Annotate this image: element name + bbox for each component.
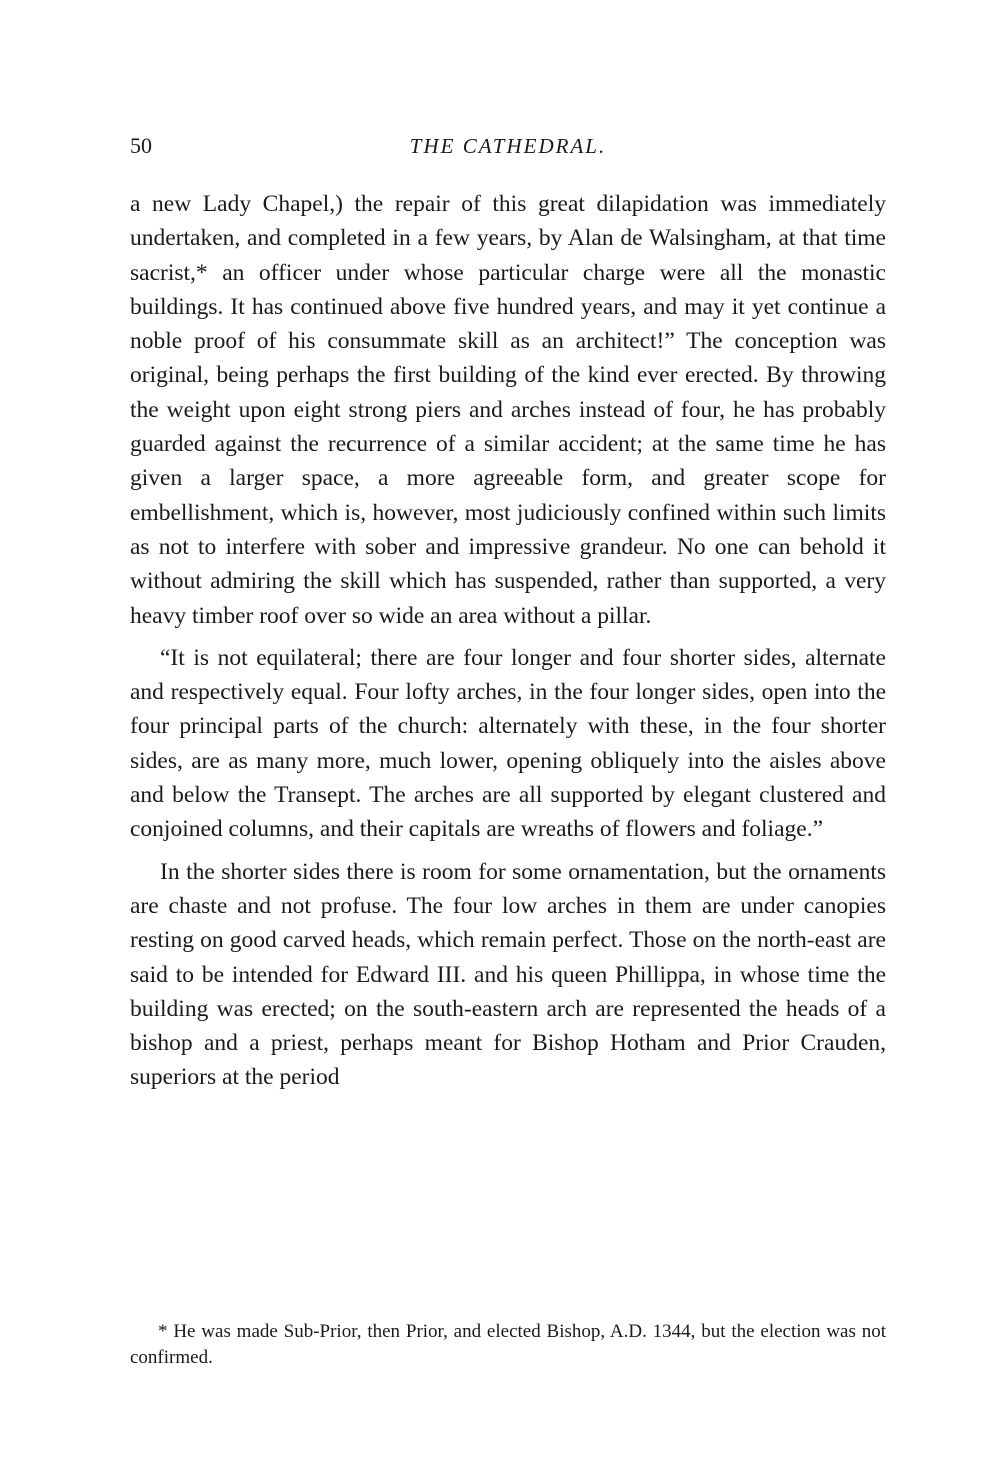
paragraph-quotation: “It is not equilateral; there are four longer and four shorter sides, alternate and respectively equal. Four lofty arches, in the four longer sides, open into the four principal parts of the church: alternately with these, in the four shorter sides, are as many more, much lower, opening obliquely into the aisles above and below the Transept. The arches are all supported by elegant clustered and conjoined columns, and their capitals are wreaths of flowers and foliage.” — [130, 644, 886, 843]
footnote-text: * He was made Sub-Prior, then Prior, and elected Bishop, A.D. 1344, but the election was not confirmed. — [130, 1321, 886, 1368]
paragraph-ornamentation: In the shorter sides there is room for some ornamentation, but the ornaments are chaste and not profuse. The four low arches in them are under canopies resting on good carved heads, which remain perfect. Those on the north-east are said to be intended for Edward III. and his queen Phillippa, in whose time the building was erected; on the south-eastern arch are represented the heads of a bishop and a priest, perhaps meant for Bishop Hotham and Prior Crauden, superiors at the period — [130, 858, 886, 1091]
footnote — [130, 1319, 886, 1371]
running-title: THE CATHEDRAL. — [409, 134, 607, 158]
paragraph-continuation: a new Lady Chapel,) the repair of this great dilapidation was immediately undertaken, and completed in a few years, by Alan de Walsingham, at that time sacrist,* an officer under whose particular charge were all the monastic buildings. It has continued above five hundred years, and may it yet continue a noble proof of his consummate skill as an architect!” The conception was original, being perhaps the first building of the kind ever erected. By throwing the weight upon eight strong piers and arches instead of four, he has probably guarded against the recurrence of a similar accident; at the same time he has given a larger space, a more agreeable form, and greater scope for embellishment, which is, however, most judiciously confined within such limits as not to interfere with sober and impressive grandeur. No one can behold it without admiring the skill which has suspended, rather than supported, a very heavy timber roof over so wide an area without a pillar. — [130, 191, 886, 629]
running-head — [130, 131, 886, 161]
page-number: 50 — [130, 133, 152, 158]
body-text — [130, 187, 886, 1095]
